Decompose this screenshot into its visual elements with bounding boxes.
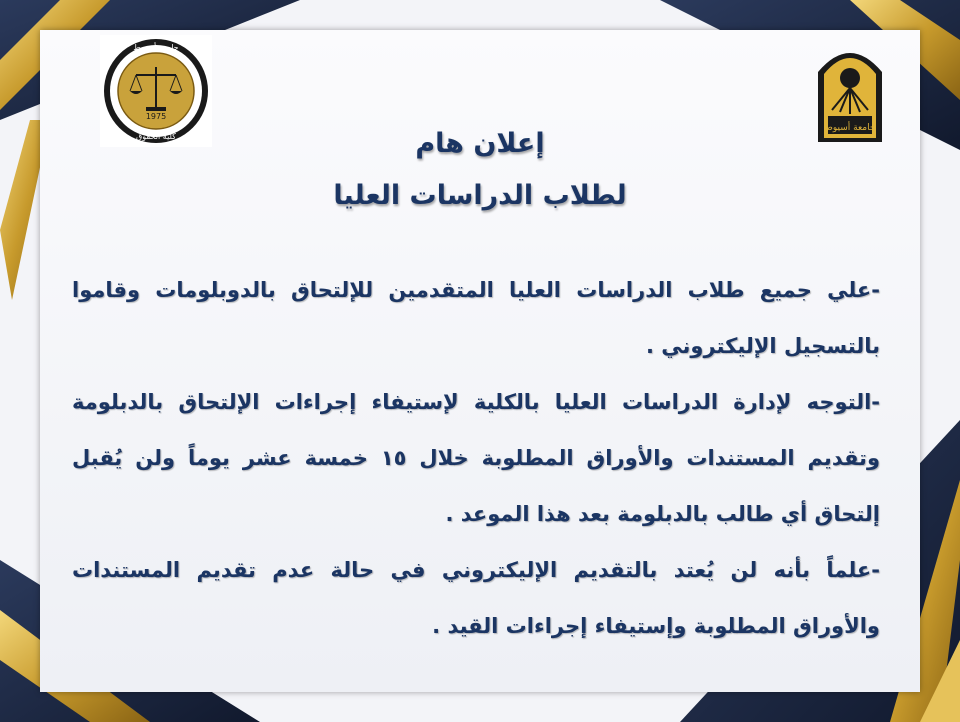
bullet-dash: - bbox=[871, 278, 880, 302]
emblem-text: جامعة أسيوط bbox=[824, 123, 876, 133]
paragraph-2 bbox=[72, 374, 880, 542]
seal-top-text: جامعة أسيوط bbox=[133, 43, 179, 52]
announcement-title bbox=[200, 118, 760, 222]
seal-bottom-text: كلية الحقوق bbox=[136, 132, 176, 141]
assiut-university-logo bbox=[812, 38, 888, 144]
bullet-dash: - bbox=[871, 390, 880, 414]
seal-year: 1975 bbox=[145, 112, 167, 121]
title-line-2: لطلاب الدراسات العليا bbox=[333, 180, 627, 211]
title-line-1: إعلان هام bbox=[415, 128, 545, 159]
assiut-university-emblem-icon bbox=[812, 38, 888, 144]
announcement-body bbox=[72, 262, 880, 654]
bullet-dash: - bbox=[871, 558, 880, 582]
paragraph-text: التوجه لإدارة الدراسات العليا بالكلية لإستيفاء إجراءات الإلتحاق بالدبلومة وتقديم المستندات والأوراق المطلوبة خلال ١٥ خمسة عشر يوماً ولن يُقبل إلتحاق أي طالب بالدبلومة بعد هذا الموعد . bbox=[72, 390, 880, 526]
paragraph-3 bbox=[72, 542, 880, 654]
paragraph-text: علماً بأنه لن يُعتد بالتقديم الإليكتروني في حالة عدم تقديم المستندات والأوراق المطلوبة وإستيفاء إجراءات القيد . bbox=[72, 558, 880, 638]
scales-of-justice-seal-icon bbox=[100, 35, 212, 147]
paragraph-text: علي جميع طلاب الدراسات العليا المتقدمين للإلتحاق بالدوبلومات وقاموا بالتسجيل الإليكتروني . bbox=[72, 278, 880, 358]
faculty-of-law-logo bbox=[100, 35, 212, 147]
paragraph-1 bbox=[72, 262, 880, 374]
